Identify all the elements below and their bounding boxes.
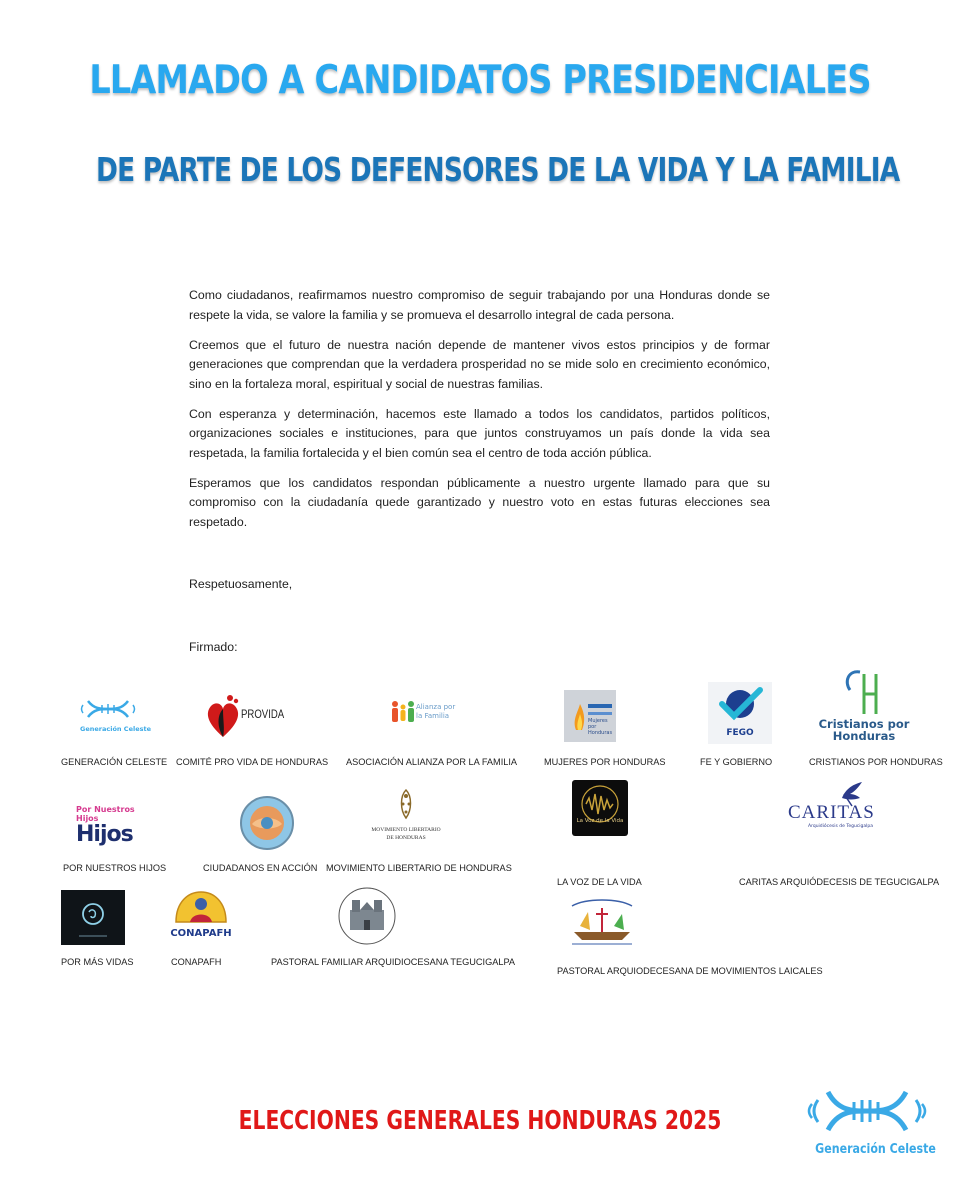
letter-closing: Respetuosamente, <box>189 577 293 591</box>
letter-paragraph: Con esperanza y determinación, hacemos este llamado a todos los candidatos, partidos políticos, organizaciones sociales e instituciones, para que juntos construyamos un país donde la vida sea respetada, la familia fortalecida y el bien común sea el centro de toda acción pública. <box>189 406 770 460</box>
caritas-logo-text: CARITAS <box>788 802 875 823</box>
generacion-celeste-logo <box>80 697 152 733</box>
por-mas-vidas-logo <box>61 890 125 945</box>
footer-banner: ELECCIONES GENERALES HONDURAS 2025 <box>238 1106 722 1136</box>
fego-logo <box>708 682 772 744</box>
signed-label: Firmado: <box>189 640 238 654</box>
signatory-label: CIUDADANOS EN ACCIÓN <box>203 863 318 873</box>
dna-icon <box>806 1084 928 1138</box>
page-title: LLAMADO A CANDIDATOS PRESIDENCIALES <box>89 58 871 103</box>
alianza-familia-logo <box>390 697 456 729</box>
por-nuestros-hijos-logo-text: Por Nuestros Hijos <box>76 805 135 823</box>
hijos-wordmark: Hijos <box>76 822 133 847</box>
laurel-icon <box>370 786 442 822</box>
mujeres-honduras-logo <box>564 690 616 742</box>
holy-family-icon <box>168 888 234 924</box>
heart-footprint-icon <box>205 693 241 739</box>
signatory-label: POR NUESTROS HIJOS <box>63 863 167 873</box>
letter-paragraph: Esperamos que los candidatos respondan públicamente a nuestro urgente llamado para que su compromiso con la ciudadanía quede garantizado y nuestro voto en estas futuras elecciones sea respetado. <box>189 475 770 529</box>
letter-body <box>189 286 770 543</box>
voz-vida-logo <box>572 780 628 836</box>
mujeres-honduras-logo-text: Mujeres por Honduras <box>588 718 613 736</box>
movimiento-libertario-logo-text: MOVIMIENTO LIBERTARIO DE HONDURAS <box>371 827 441 841</box>
ciudadanos-accion-logo <box>238 796 296 850</box>
caritas-logo <box>788 780 875 836</box>
footer-brand-logo <box>806 1084 936 1164</box>
signatory-label: CRISTIANOS POR HONDURAS <box>809 757 943 767</box>
dna-icon <box>80 697 136 721</box>
letter-paragraph: Creemos que el futuro de nuestra nación depende de mantener vivos estos principios y de formar generaciones que comprendan que la verdadera prosperidad no se mide solo en crecimiento económico, sino en la fortaleza moral, espiritual y social de nuestras familias. <box>189 337 770 391</box>
page-subtitle: DE PARTE DE LOS DEFENSORES DE LA VIDA Y LA FAMILIA <box>96 150 900 189</box>
family-icon <box>390 699 416 727</box>
movimiento-libertario-logo <box>370 786 442 848</box>
caritas-logo-subtext: Arquidiócesis de Tegucigalpa <box>808 824 873 829</box>
conapafh-logo-text: CONAPAFH <box>170 928 232 939</box>
footer-brand-text: Generación Celeste <box>815 1142 936 1157</box>
signatory-label: COMITÉ PRO VIDA DE HONDURAS <box>176 757 329 767</box>
signatory-label: FE Y GOBIERNO <box>700 757 773 767</box>
embryo-icon <box>61 890 125 945</box>
pastoral-familiar-logo <box>332 886 402 946</box>
cristianos-honduras-logo <box>812 666 916 746</box>
signatory-label: PASTORAL FAMILIAR ARQUIDIOCESANA TEGUCIGALPA <box>271 957 516 967</box>
conapafh-logo <box>168 888 234 946</box>
cristianos-honduras-logo-text: Cristianos por Honduras <box>818 717 910 743</box>
alianza-familia-logo-text: Alianza por la Familia <box>416 703 456 720</box>
signatory-label: MOVIMIENTO LIBERTARIO DE HONDURAS <box>326 863 512 873</box>
check-heart-icon <box>708 682 772 728</box>
fego-logo-text: FEGO <box>726 728 754 738</box>
ch-monogram-icon <box>812 666 916 718</box>
movimientos-laicales-logo <box>566 896 638 948</box>
signatory-label: MUJERES POR HONDURAS <box>544 757 666 767</box>
por-nuestros-hijos-logo <box>76 805 136 845</box>
signatory-label: CONAPAFH <box>171 957 222 967</box>
signatory-label: PASTORAL ARQUIODECESANA DE MOVIMIENTOS LAICALES <box>557 966 823 976</box>
soundwave-icon <box>572 780 628 836</box>
signatory-label: ASOCIACIÓN ALIANZA POR LA FAMILIA <box>346 757 518 767</box>
boat-cross-icon <box>566 896 638 948</box>
signatory-label: POR MÁS VIDAS <box>61 957 134 967</box>
generacion-celeste-logo-text: Generación Celeste <box>80 725 152 733</box>
provida-logo <box>205 693 285 739</box>
signatory-label: CARITAS ARQUIÓDECESIS DE TEGUCIGALPA <box>739 877 940 887</box>
signatory-label: GENERACIÓN CELESTE <box>61 757 168 767</box>
cathedral-seal-icon <box>332 886 402 946</box>
signatory-label: LA VOZ DE LA VIDA <box>557 877 642 887</box>
hands-circle-icon <box>238 796 296 850</box>
provida-logo-text: PROVIDA <box>241 707 285 721</box>
voz-vida-logo-text: La Voz de la Vida <box>576 818 624 824</box>
letter-paragraph: Como ciudadanos, reafirmamos nuestro compromiso de seguir trabajando por una Honduras donde se respete la vida, se valore la familia y se promueva el desarrollo integral de cada persona. <box>189 288 770 322</box>
